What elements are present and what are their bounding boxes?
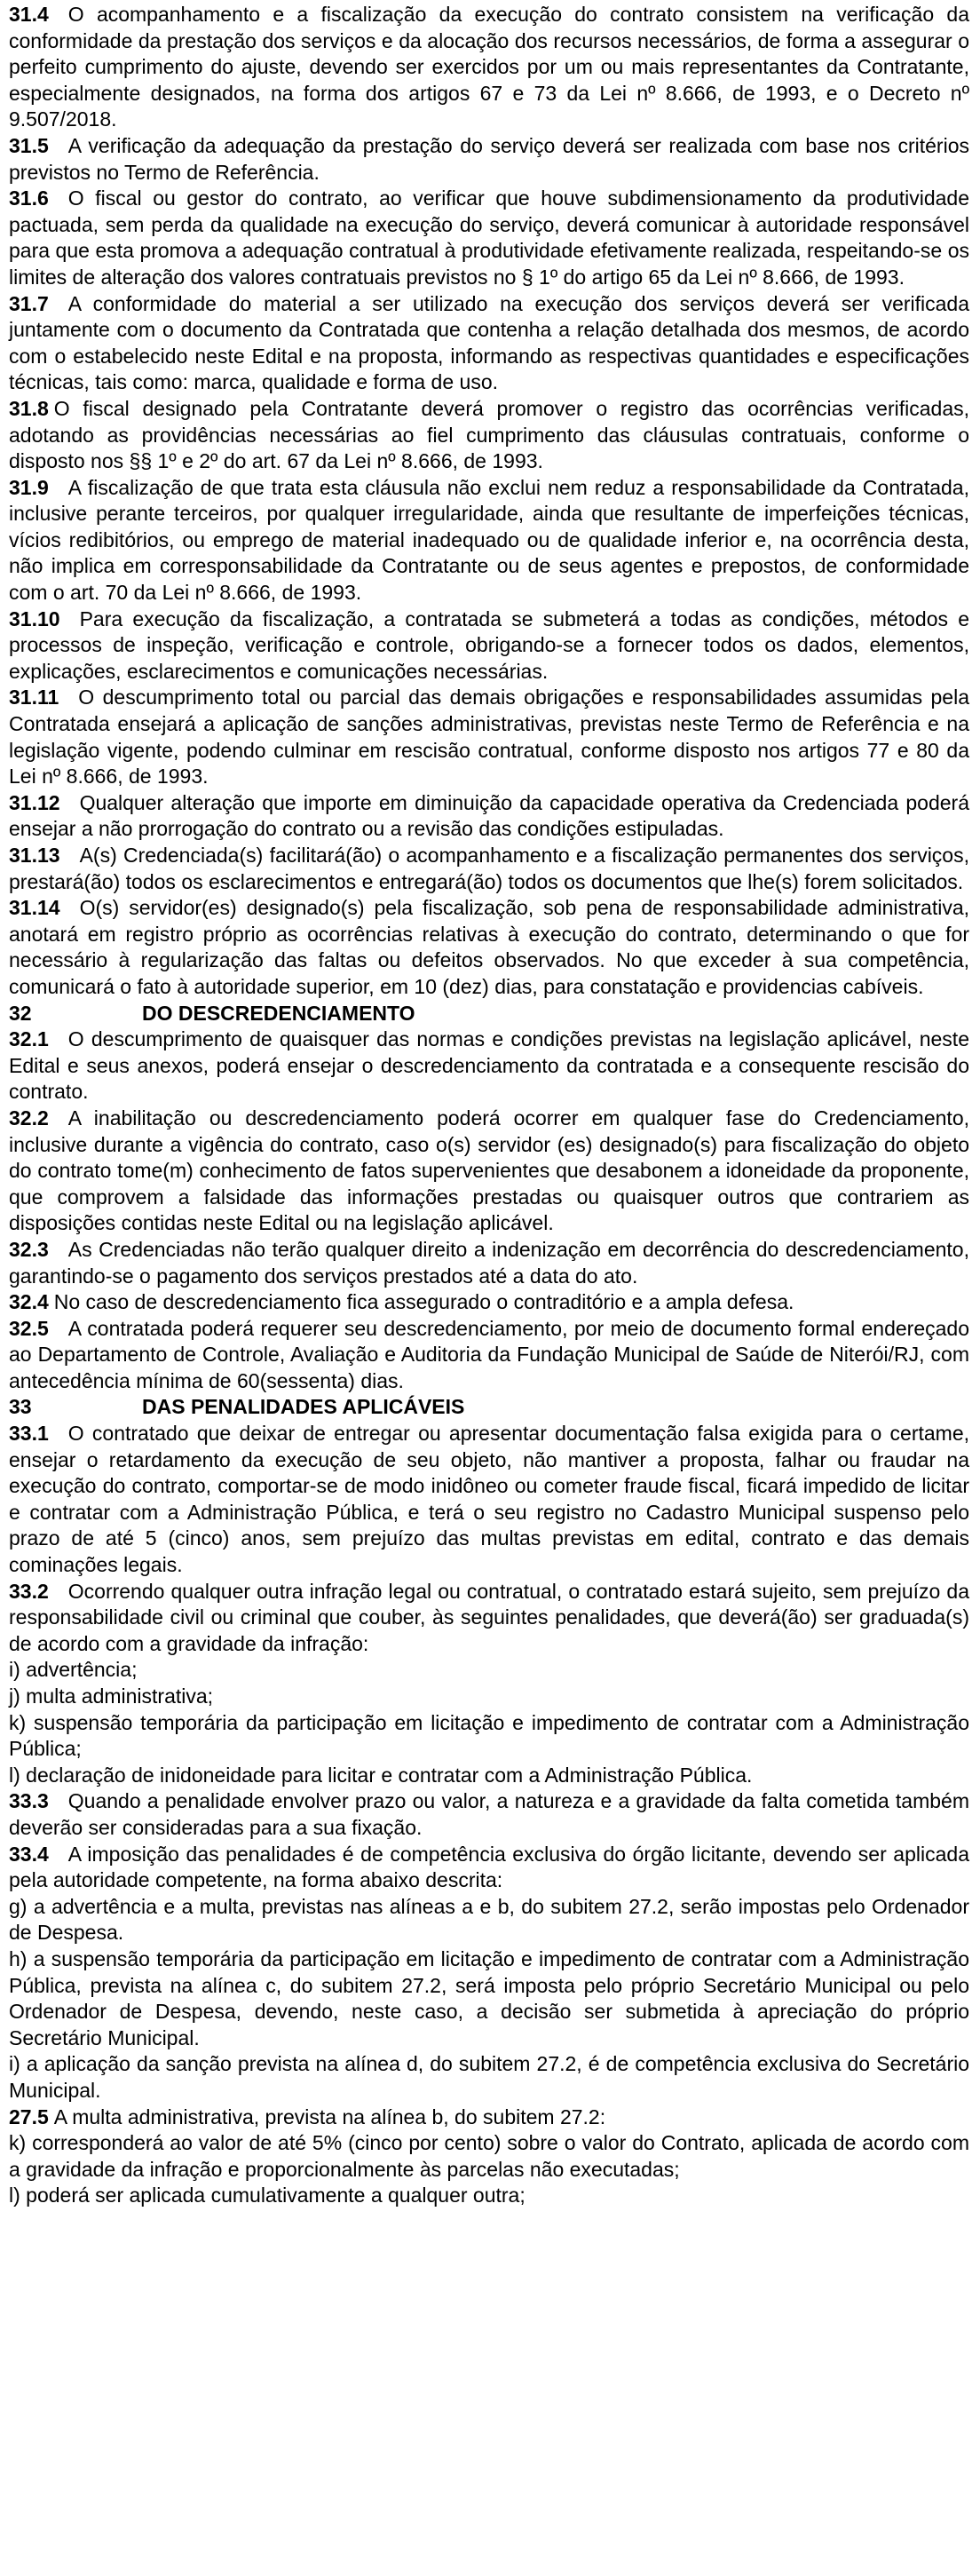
clause-text: O fiscal ou gestor do contrato, ao verificar que houve subdimensionamento da produtividade pactuada, sem perda da qualidade na execução do serviço, deverá comunicar à autoridade responsável para que esta promova a adequação contratual à produtividade efetivamente realizada, respeitando-se os limites de alteração dos valores contratuais previstos no § 1º do artigo 65 da Lei nº 8.666, de 1993.	[9, 186, 969, 289]
clause-text: A contratada poderá requerer seu descredenciamento, por meio de documento formal endereçado ao Departamento de Controle, Avaliação e Auditoria da Fundação Municipal de Saúde de Niterói/RJ, com antecedência mínima de 60(sessenta) dias.	[9, 1316, 969, 1392]
list-item-k-suspensao: k) suspensão temporária da participação em licitação e impedimento de contratar com a Administração Pública;	[9, 1710, 969, 1761]
clause-number: 32.4	[9, 1290, 49, 1314]
clause-31-4	[9, 2, 969, 133]
clause-text: Quando a penalidade envolver prazo ou valor, a natureza e a gravidade da falta cometida também deverão ser consideradas para a sua fixação.	[9, 1789, 969, 1839]
clause-number: 31.6	[9, 186, 49, 210]
section-heading-32	[9, 1001, 969, 1027]
clause-text: A imposição das penalidades é de competência exclusiva do órgão licitante, devendo ser aplicada pela autoridade competente, na forma abaixo descrita:	[9, 1842, 969, 1892]
clause-text: A conformidade do material a ser utilizado na execução dos serviços deverá ser verificada juntamente com o documento da Contratada que contenha a relação detalhada dos mesmos, de acordo com o estabelecido neste Edital e na proposta, informando as respectivas quantidades e especificações técnicas, tais como: marca, qualidade e forma de uso.	[9, 291, 969, 394]
clause-31-11	[9, 685, 969, 789]
clause-33-3	[9, 1788, 969, 1841]
clause-text: A inabilitação ou descredenciamento poderá ocorrer em qualquer fase do Credenciamento, inclusive durante a vigência do contrato, caso o(s) servidor (es) designado(s) para fiscalização do objeto do contrato tome(m) conhecimento de fatos supervenientes que desabonem a idoneidade da proponente, que comprovem a falsidade das informações prestadas ou quaisquer outros que contrariem as disposições contidas neste Edital ou na legislação aplicável.	[9, 1106, 969, 1235]
clause-number: 31.9	[9, 475, 49, 499]
clause-32-2	[9, 1106, 969, 1237]
clause-number: 31.4	[9, 3, 49, 26]
clause-number: 31.12	[9, 790, 60, 814]
list-item-k-valor-multa: k) corresponderá ao valor de até 5% (cinco por cento) sobre o valor do Contrato, aplicada de acordo com a gravidade da infração e proporcionalmente às parcelas não executadas;	[9, 2131, 969, 2181]
clause-31-14	[9, 895, 969, 1000]
section-title: DAS PENALIDADES APLICÁVEIS	[142, 1395, 465, 1419]
clause-text: A(s) Credenciada(s) facilitará(ão) o acompanhamento e a fiscalização permanentes dos serviços, prestará(ão) todos os esclarecimentos e entregará(ão) todos os documentos que lhe(s) forem solicitados.	[9, 844, 969, 893]
clause-text: O descumprimento de quaisquer das normas e condições previstas na legislação aplicável, neste Edital e seus anexos, poderá ensejar o descredenciamento da contratada e a consequente rescisão do contrato.	[9, 1027, 969, 1104]
clause-number: 33.2	[9, 1579, 49, 1603]
clause-text: O(s) servidor(es) designado(s) pela fiscalização, sob pena de responsabilidade administrativa, anotará em registro próprio as ocorrências relativas à execução do contrato, determinando o que for necessário à regularização das faltas ou defeitos observados. No que exceder à sua competência, comunicará o fato à autoridade superior, em 10 (dez) dias, para constatação e providencias cabíveis.	[9, 896, 969, 998]
clause-31-8	[9, 396, 969, 475]
clause-text: A fiscalização de que trata esta cláusula não exclui nem reduz a responsabilidade da Contratada, inclusive perante terceiros, por qualquer irregularidade, ainda que resultante de imperfeições técnicas, vícios redibitórios, ou emprego de material inadequado ou de qualidade inferior e, na ocorrência desta, não implica em corresponsabilidade da Contratante ou de seus agentes e prepostos, de conformidade com o art. 70 da Lei nº 8.666, de 1993.	[9, 475, 969, 605]
clause-number: 32.1	[9, 1027, 49, 1051]
list-item-i-advertencia: i) advertência;	[9, 1658, 138, 1682]
list-item-j-multa: j) multa administrativa;	[9, 1684, 214, 1708]
clause-31-6	[9, 186, 969, 290]
clause-number: 31.11	[9, 686, 59, 709]
clause-number: 32.2	[9, 1106, 49, 1129]
clause-number: 31.14	[9, 896, 60, 920]
clause-text: O descumprimento total ou parcial das demais obrigações e responsabilidades assumidas pela Contratada ensejará a aplicação de sanções administrativas, previstas neste Termo de Referência e na legislação vigente, podendo culminar em rescisão contratual, conforme disposto nos artigos 77 e 80 da Lei nº 8.666, de 1993.	[9, 686, 969, 789]
section-title: DO DESCREDENCIAMENTO	[142, 1001, 415, 1025]
clause-31-12	[9, 790, 969, 843]
clause-32-4	[9, 1289, 969, 1316]
clause-31-10	[9, 606, 969, 686]
clause-number: 32.3	[9, 1237, 49, 1261]
clause-27-5	[9, 2104, 969, 2131]
clause-33-4	[9, 1842, 969, 1894]
clause-number: 33.3	[9, 1789, 49, 1813]
list-item-g-advertencia-multa: g) a advertência e a multa, previstas nas alíneas a e b, do subitem 27.2, serão impostas pelo Ordenador de Despesa.	[9, 1894, 969, 1945]
clause-text: O acompanhamento e a fiscalização da execução do contrato consistem na verificação da conformidade da prestação dos serviços e da alocação dos recursos necessários, de forma a assegurar o perfeito cumprimento do ajuste, devendo ser exercidos por um ou mais representantes da Contratante, especialmente designados, na forma dos artigos 67 e 73 da Lei nº 8.666, de 1993, e o Decreto nº 9.507/2018.	[9, 3, 969, 131]
clause-text: Qualquer alteração que importe em diminuição da capacidade operativa da Credenciada poderá ensejar a não prorrogação do contrato ou a revisão das condições estipuladas.	[9, 790, 969, 841]
clause-text: O fiscal designado pela Contratante deverá promover o registro das ocorrências verificadas, adotando as providências necessárias ao fiel cumprimento das cláusulas contratuais, conforme o disposto nos §§ 1º e 2º do art. 67 da Lei nº 8.666, de 1993.	[9, 396, 969, 473]
clause-number: 31.8	[9, 396, 49, 420]
list-item-i-sancao: i) a aplicação da sanção prevista na alínea d, do subitem 27.2, é de competência exclusiva do Secretário Municipal.	[9, 2052, 969, 2102]
clause-32-3	[9, 1237, 969, 1289]
section-number: 32	[9, 1001, 32, 1025]
clause-text: As Credenciadas não terão qualquer direito a indenização em decorrência do descredenciamento, garantindo-se o pagamento dos serviços prestados até a data do ato.	[9, 1237, 969, 1288]
clause-number: 33.4	[9, 1842, 49, 1866]
clause-31-7	[9, 291, 969, 396]
clause-32-5	[9, 1316, 969, 1395]
clause-number: 31.13	[9, 844, 60, 867]
clause-number: 31.5	[9, 133, 49, 157]
clause-number: 27.5	[9, 2104, 49, 2128]
clause-number: 31.7	[9, 291, 49, 315]
clause-text: No caso de descredenciamento fica assegurado o contraditório e a ampla defesa.	[53, 1290, 794, 1314]
clause-number: 32.5	[9, 1316, 49, 1340]
clause-31-9	[9, 475, 969, 606]
clause-text: Ocorrendo qualquer outra infração legal ou contratual, o contratado estará sujeito, sem prejuízo da responsabilidade civil ou criminal que couber, às seguintes penalidades, que deverá(ão) ser graduada(s) de acordo com a gravidade da infração:	[9, 1579, 969, 1655]
clause-33-1	[9, 1421, 969, 1579]
clause-32-1	[9, 1026, 969, 1106]
list-item-h-suspensao: h) a suspensão temporária da participação em licitação e impedimento de contratar com a Administração Pública, prevista na alínea c, do subitem 27.2, será imposta pelo próprio Secretário Municipal ou pelo Ordenador de Despesa, devendo, neste caso, a decisão ser submetida à apreciação do próprio Secretário Municipal.	[9, 1946, 969, 2049]
clause-text: Para execução da fiscalização, a contratada se submeterá a todas as condições, métodos e processos de inspeção, verificação e controle, obrigando-se a fornecer todos os dados, elementos, explicações, esclarecimentos e comunicações necessárias.	[9, 606, 969, 683]
clause-text: A multa administrativa, prevista na alínea b, do subitem 27.2:	[53, 2104, 606, 2128]
list-item-l-cumulativa: l) poderá ser aplicada cumulativamente a qualquer outra;	[9, 2184, 526, 2207]
clause-text: A verificação da adequação da prestação do serviço deverá ser realizada com base nos critérios previstos no Termo de Referência.	[9, 133, 969, 184]
clause-31-13	[9, 843, 969, 895]
clause-number: 33.1	[9, 1422, 49, 1446]
clause-text: O contratado que deixar de entregar ou apresentar documentação falsa exigida para o certame, ensejar o retardamento da execução de seu objeto, não mantiver a proposta, falhar ou fraudar na execução do contrato, comportar-se de modo inidôneo ou cometer fraude fiscal, ficará impedido de licitar e contratar com a Administração Pública, e terá o seu registro no Cadastro Municipal suspenso pelo prazo de até 5 (cinco) anos, sem prejuízo das multas previstas em edital, contrato e das demais cominações legais.	[9, 1422, 969, 1577]
clause-31-5	[9, 133, 969, 186]
list-item-l-inidoneidade: l) declaração de inidoneidade para licitar e contratar com a Administração Pública.	[9, 1763, 753, 1787]
section-number: 33	[9, 1395, 32, 1419]
clause-number: 31.10	[9, 606, 60, 630]
section-heading-33	[9, 1394, 969, 1421]
clause-33-2	[9, 1579, 969, 1658]
